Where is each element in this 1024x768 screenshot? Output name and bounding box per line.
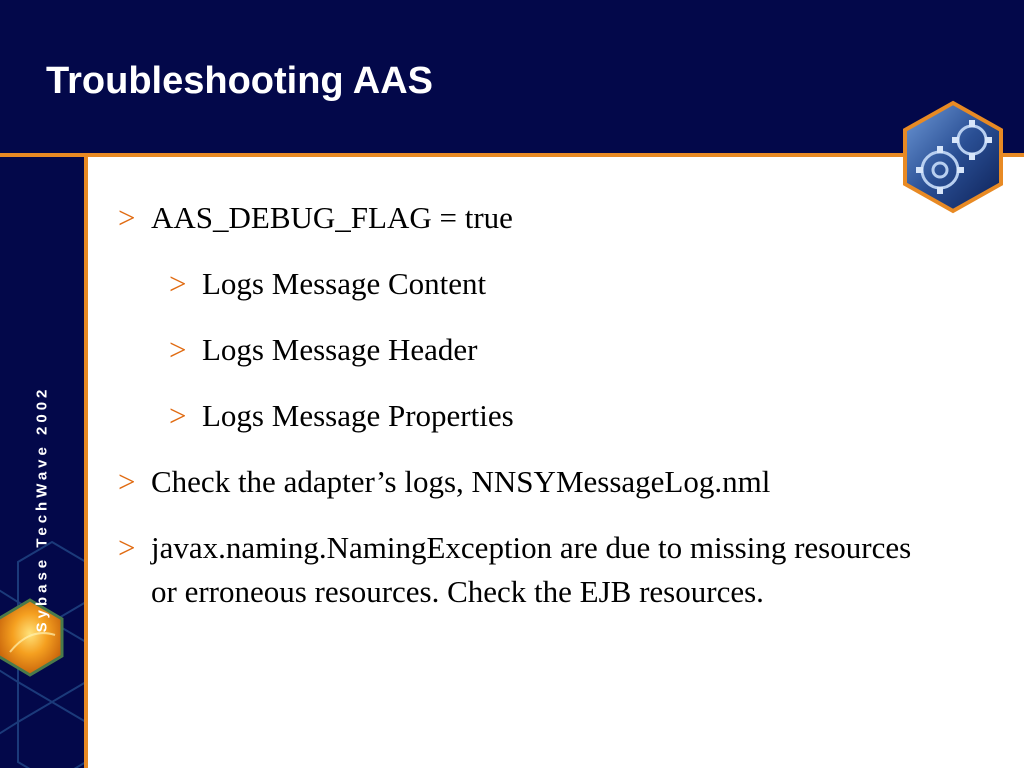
bullet-text: Logs Message Header <box>202 332 478 367</box>
header-divider <box>0 153 1024 157</box>
bullet-marker: > <box>118 464 136 499</box>
bullet-text: AAS_DEBUG_FLAG = true <box>151 200 513 235</box>
sidebar-divider <box>84 153 88 768</box>
bullet-item <box>118 196 938 240</box>
bullet-marker: > <box>169 332 187 367</box>
bullet-text: javax.naming.NamingException are due to missing resources or erroneous resources. Check the EJB resources. <box>151 530 912 609</box>
bullet-text: Logs Message Properties <box>202 398 514 433</box>
bullet-item <box>118 526 938 614</box>
bullet-marker: > <box>169 266 187 301</box>
sub-bullet-item <box>169 394 938 438</box>
slide-body <box>118 196 938 614</box>
slide-header <box>0 0 1024 153</box>
bullet-item <box>118 460 938 504</box>
slide-title: Troubleshooting AAS <box>46 60 434 102</box>
bullet-marker: > <box>118 530 136 565</box>
sub-bullet-item <box>169 262 938 306</box>
bullet-text: Logs Message Content <box>202 266 487 301</box>
bullet-marker: > <box>118 200 136 235</box>
bullet-text: Check the adapter’s logs, NNSYMessageLog.nml <box>151 464 771 499</box>
slide-sidebar <box>0 157 84 768</box>
sidebar-label: Sybase TechWave 2002 <box>33 385 51 633</box>
sub-bullet-item <box>169 328 938 372</box>
bullet-marker: > <box>169 398 187 433</box>
